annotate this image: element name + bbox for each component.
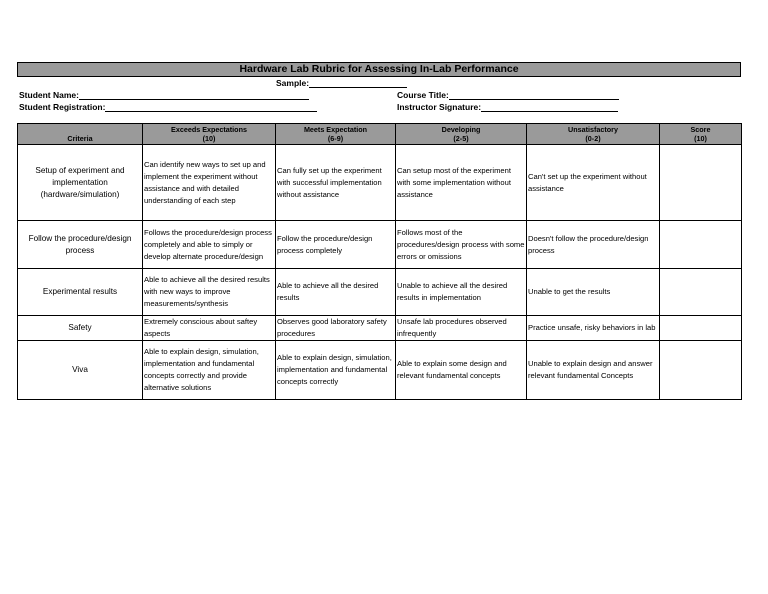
criteria-cell: Viva [18, 341, 143, 400]
developing-cell: Follows most of the procedures/design process with some errors or omissions [396, 221, 527, 269]
header-developing [396, 124, 527, 145]
student-info-block [17, 77, 741, 117]
header-score [660, 124, 742, 145]
instructor-signature-label: Instructor Signature: [397, 102, 482, 112]
sample-field[interactable] [276, 78, 407, 88]
unsatisfactory-cell: Unable to get the results [527, 269, 660, 316]
rubric-table [17, 123, 742, 400]
header-unsatisfactory-label: Unsatisfactory [568, 125, 618, 134]
exceeds-cell: Follows the procedure/design process completely and able to simply or develop alternate procedure/design [143, 221, 276, 269]
meets-cell: Observes good laboratory safety procedures [276, 316, 396, 341]
exceeds-cell: Can identify new ways to set up and implement the experiment without assistance and with detailed understanding of each step [143, 145, 276, 221]
student-name-line [79, 91, 309, 100]
developing-cell: Unsafe lab procedures observed infrequently [396, 316, 527, 341]
table-row [18, 145, 742, 221]
course-title-field[interactable] [397, 90, 619, 100]
course-title-line [449, 91, 619, 100]
header-meets-points: (6-9) [327, 134, 344, 143]
header-exceeds-points: (10) [202, 134, 216, 143]
score-cell[interactable] [660, 316, 742, 341]
header-exceeds-label: Exceeds Expectations [171, 125, 247, 134]
developing-cell: Able to explain some design and relevant fundamental concepts [396, 341, 527, 400]
meets-cell: Follow the procedure/design process completely [276, 221, 396, 269]
student-registration-field[interactable] [19, 102, 317, 112]
criteria-cell: Follow the procedure/design process [18, 221, 143, 269]
student-registration-line [105, 103, 317, 112]
header-developing-label: Developing [441, 125, 481, 134]
header-score-points: (10) [694, 134, 707, 143]
header-meets [276, 124, 396, 145]
criteria-cell: Experimental results [18, 269, 143, 316]
unsatisfactory-cell: Doesn't follow the procedure/design process [527, 221, 660, 269]
score-cell[interactable] [660, 269, 742, 316]
unsatisfactory-cell: Can't set up the experiment without assistance [527, 145, 660, 221]
exceeds-cell: Able to achieve all the desired results with new ways to improve measurements/synthesis [143, 269, 276, 316]
header-score-label: Score [690, 125, 711, 134]
sample-line [309, 79, 407, 88]
exceeds-cell: Extremely conscious about saftey aspects [143, 316, 276, 341]
student-name-label: Student Name: [19, 90, 79, 100]
score-cell[interactable] [660, 145, 742, 221]
meets-cell: Can fully set up the experiment with successful implementation without assistance [276, 145, 396, 221]
header-row [18, 124, 742, 145]
table-row [18, 221, 742, 269]
header-unsatisfactory [527, 124, 660, 145]
table-row [18, 269, 742, 316]
table-row [18, 316, 742, 341]
header-criteria-label: Criteria [67, 134, 93, 143]
meets-cell: Able to explain design, simulation, implementation and fundamental concepts correctly [276, 341, 396, 400]
table-row [18, 341, 742, 400]
meets-cell: Able to achieve all the desired results [276, 269, 396, 316]
criteria-cell: Safety [18, 316, 143, 341]
rubric-sheet [17, 62, 741, 117]
developing-cell: Unable to achieve all the desired results in implementation [396, 269, 527, 316]
header-criteria [18, 124, 143, 145]
exceeds-cell: Able to explain design, simulation, implementation and fundamental concepts correctly and provide alternative solutions [143, 341, 276, 400]
score-cell[interactable] [660, 221, 742, 269]
instructor-signature-line [481, 103, 618, 112]
criteria-cell: Setup of experiment and implementation (hardware/simulation) [18, 145, 143, 221]
developing-cell: Can setup most of the experiment with some implementation without assistance [396, 145, 527, 221]
sample-label: Sample: [276, 78, 310, 88]
unsatisfactory-cell: Practice unsafe, risky behaviors in lab [527, 316, 660, 341]
student-registration-label: Student Registration: [19, 102, 106, 112]
header-unsatisfactory-points: (0-2) [585, 134, 601, 143]
score-cell[interactable] [660, 341, 742, 400]
student-name-field[interactable] [19, 90, 309, 100]
header-meets-label: Meets Expectation [303, 125, 368, 134]
header-developing-points: (2-5) [453, 134, 469, 143]
header-exceeds [143, 124, 276, 145]
unsatisfactory-cell: Unable to explain design and answer relevant fundamental Concepts [527, 341, 660, 400]
instructor-signature-field[interactable] [397, 102, 618, 112]
document-title: Hardware Lab Rubric for Assessing In-Lab Performance [17, 62, 741, 77]
course-title-label: Course Title: [397, 90, 449, 100]
